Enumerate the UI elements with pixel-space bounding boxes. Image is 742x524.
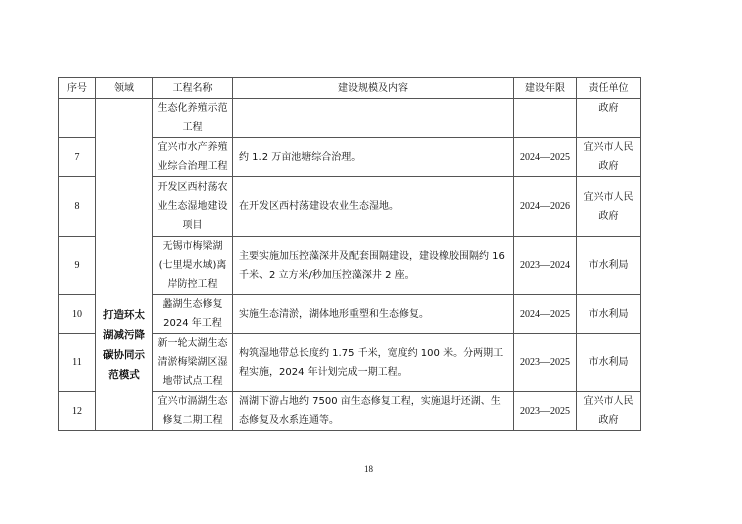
header-name: 工程名称 (153, 78, 233, 99)
row-years: 2023—2024 (514, 237, 577, 295)
row-content: 主要实施加压控藻深井及配套围隔建设，建设橡胶围隔约 16 千米、2 立方米/秒加压控藻深井 2 座。 (233, 237, 514, 295)
header-row (59, 78, 641, 99)
row-years: 2024—2025 (514, 295, 577, 334)
row-no: 11 (59, 334, 96, 392)
row-unit: 政府 (577, 99, 641, 138)
row-no: 9 (59, 237, 96, 295)
row-name: 开发区西村荡农业生态湿地建设项目 (153, 177, 233, 237)
row-content: 约 1.2 万亩池塘综合治理。 (233, 138, 514, 177)
row-content: 构筑湿地带总长度约 1.75 千米，宽度约 100 米。分两期工程实施，2024 年计划完成一期工程。 (233, 334, 514, 392)
row-years: 2023—2025 (514, 334, 577, 392)
row-no: 10 (59, 295, 96, 334)
row-name: 生态化养殖示范工程 (153, 99, 233, 138)
row-no: 12 (59, 392, 96, 431)
domain-cell: 打造环太湖减污降碳协同示范模式 (96, 99, 153, 431)
row-name: 无锡市梅梁湖(七里堤水域)离岸防控工程 (153, 237, 233, 295)
header-no: 序号 (59, 78, 96, 99)
row-years: 2024—2026 (514, 177, 577, 237)
row-years: 2024—2025 (514, 138, 577, 177)
row-content: 实施生态清淤，湖体地形重塑和生态修复。 (233, 295, 514, 334)
table-row (59, 99, 641, 138)
row-name: 宜兴市滆湖生态修复二期工程 (153, 392, 233, 431)
row-no: 8 (59, 177, 96, 237)
header-years: 建设年限 (514, 78, 577, 99)
row-unit: 市水利局 (577, 334, 641, 392)
row-name: 宜兴市水产养殖业综合治理工程 (153, 138, 233, 177)
row-years (514, 99, 577, 138)
row-no (59, 99, 96, 138)
row-no: 7 (59, 138, 96, 177)
row-name: 蠡湖生态修复 2024 年工程 (153, 295, 233, 334)
row-content: 在开发区西村荡建设农业生态湿地。 (233, 177, 514, 237)
row-unit: 市水利局 (577, 295, 641, 334)
row-unit: 市水利局 (577, 237, 641, 295)
row-name: 新一轮太湖生态清淤梅梁湖区湿地带试点工程 (153, 334, 233, 392)
row-unit: 宜兴市人民政府 (577, 177, 641, 237)
header-domain: 领域 (96, 78, 153, 99)
row-unit: 宜兴市人民政府 (577, 138, 641, 177)
project-table (58, 77, 641, 431)
header-unit: 责任单位 (577, 78, 641, 99)
page-number: 18 (364, 464, 373, 474)
header-content: 建设规模及内容 (233, 78, 514, 99)
row-unit: 宜兴市人民政府 (577, 392, 641, 431)
row-content (233, 99, 514, 138)
row-years: 2023—2025 (514, 392, 577, 431)
row-content: 滆湖下游占地约 7500 亩生态修复工程，实施退圩还湖、生态修复及水系连通等。 (233, 392, 514, 431)
